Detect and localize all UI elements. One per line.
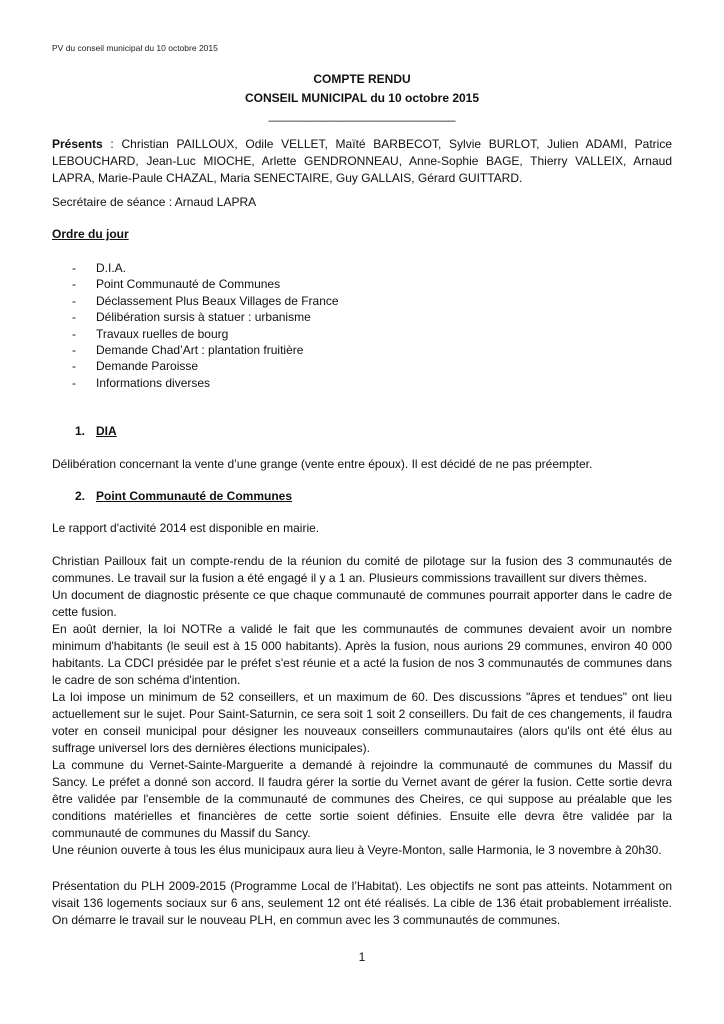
page-number: 1 <box>358 950 366 964</box>
section-2-plh: Présentation du PLH 2009-2015 (Programme Local de l’Habitat). Les objectifs ne sont pas atteints. Notamment on visait 136 logements sociaux sur 6 ans, seulement 12 ont été réalisés. La cible de 136 était probablement irréaliste. On démarre le travail sur le nouveau PLH, en commun avec les 3 communautés de communes. <box>52 879 672 927</box>
secretaire-line: Secrétaire de séance : Arnaud LAPRA <box>52 195 257 209</box>
paragraph: En août dernier, la loi NOTRe a validé le fait que les communautés de communes devaient avoir un nombre minimum d'habitants (le seuil est à 15 000 habitants). Après la fusion, nous aurions 29 communes, environ 40 000 habitants. La CDCI présidée par le préfet s'est réunie et a acté la fusion de nos 3 communautés de communes dans le cadre de son schéma d'intention. <box>52 622 672 687</box>
agenda-item-label: Point Communauté de Communes <box>96 277 281 292</box>
title-rule: ____________________________ <box>268 108 456 122</box>
section-title: DIA <box>96 424 117 438</box>
agenda-item <box>72 309 472 325</box>
agenda-item <box>72 358 472 374</box>
agenda-item <box>72 260 472 276</box>
paragraph: Une réunion ouverte à tous les élus municipaux aura lieu à Veyre-Monton, salle Harmonia, le 3 novembre à 20h30. <box>52 843 662 857</box>
agenda-item <box>72 342 472 358</box>
agenda-list <box>72 260 472 391</box>
paragraph: La loi impose un minimum de 52 conseillers, et un maximum de 60. Des discussions "âpres et tendues" ont lieu actuellement sur le sujet. Pour Saint-Saturnin, ce sera soit 1 soit 2 conseillers. Du fait de ces changements, il faudra voter en conseil municipal pour désigner les nouveaux conseillers communautaires (alors qu'ils ont été élus au suffrage universel lors des dernières élections municipales). <box>52 690 672 755</box>
agenda-item <box>72 375 472 391</box>
bullet-dash: - <box>72 342 76 357</box>
section-number: 1. <box>75 424 86 438</box>
paragraph: Christian Pailloux fait un compte-rendu de la réunion du comité de pilotage sur la fusion des 3 communautés de communes. Le travail sur la fusion a été engagé il y a 1 an. Plusieurs commissions travaillent sur divers thèmes. <box>52 554 672 585</box>
section-number: 2. <box>75 489 86 503</box>
agenda-item <box>72 326 472 342</box>
agenda-item-label: Demande Chad’Art : plantation fruitière <box>96 342 304 357</box>
section-1-heading <box>75 424 117 438</box>
agenda-item <box>72 293 472 309</box>
section-2-intro: Le rapport d'activité 2014 est disponible en mairie. <box>52 521 320 535</box>
document-title: COMPTE RENDU <box>313 72 411 86</box>
bullet-dash: - <box>72 359 76 374</box>
section-2-heading <box>75 489 292 503</box>
bullet-dash: - <box>72 261 76 275</box>
bullet-dash: - <box>72 277 76 292</box>
bullet-dash: - <box>72 375 76 390</box>
presents-list: : Christian PAILLOUX, Odile VELLET, Maïté BARBECOT, Sylvie BURLOT, Julien ADAMI, Patrice LEBOUCHARD, Jean-Luc MIOCHE, Arlette GENDRONNEAU, Anne-Sophie BAGE, Thierry VALLEIX, Arnaud LAPRA, Marie-Paule CHAZAL, Maria SENECTAIRE, Guy GALLAIS, Gérard GUITTARD. <box>52 137 672 185</box>
bullet-dash: - <box>72 326 76 341</box>
presents-label: Présents <box>52 137 103 151</box>
section-1-text: Délibération concernant la vente d’une grange (vente entre époux). Il est décidé de ne pas préempter. <box>52 457 593 471</box>
agenda-item-label: D.I.A. <box>96 261 127 275</box>
agenda-item-label: Travaux ruelles de bourg <box>96 326 229 341</box>
agenda-item-label: Informations diverses <box>96 375 211 390</box>
bullet-dash: - <box>72 293 76 308</box>
agenda-heading: Ordre du jour <box>52 227 129 241</box>
agenda-item <box>72 276 472 292</box>
paragraph: Un document de diagnostic présente ce que chaque communauté de communes pourrait apporter dans le cadre de cette fusion. <box>52 588 672 619</box>
section-2-report <box>52 553 672 859</box>
agenda-item-label: Demande Paroisse <box>96 359 199 374</box>
paragraph: La commune du Vernet-Sainte-Marguerite a demandé à rejoindre la communauté de communes du Massif du Sancy. Le préfet a donné son accord. Il faudra gérer la sortie du Vernet avant de gérer la fusion. Cette sortie devra être validée par l'ensemble de la communauté de communes des Cheires, ce qui suppose au préalable que les conditions matérielles et financières de cette sortie soient définies. Ensuite elle devra être validée par la communauté de communes du Massif du Sancy. <box>52 758 672 840</box>
presents-paragraph <box>52 136 672 187</box>
section-title: Point Communauté de Communes <box>96 489 293 503</box>
agenda-item-label: Déclassement Plus Beaux Villages de France <box>96 293 339 308</box>
page-header: PV du conseil municipal du 10 octobre 2015 <box>52 43 218 53</box>
bullet-dash: - <box>72 310 76 325</box>
document-subtitle: CONSEIL MUNICIPAL du 10 octobre 2015 <box>244 91 480 105</box>
agenda-item-label: Délibération sursis à statuer : urbanisme <box>96 310 311 325</box>
